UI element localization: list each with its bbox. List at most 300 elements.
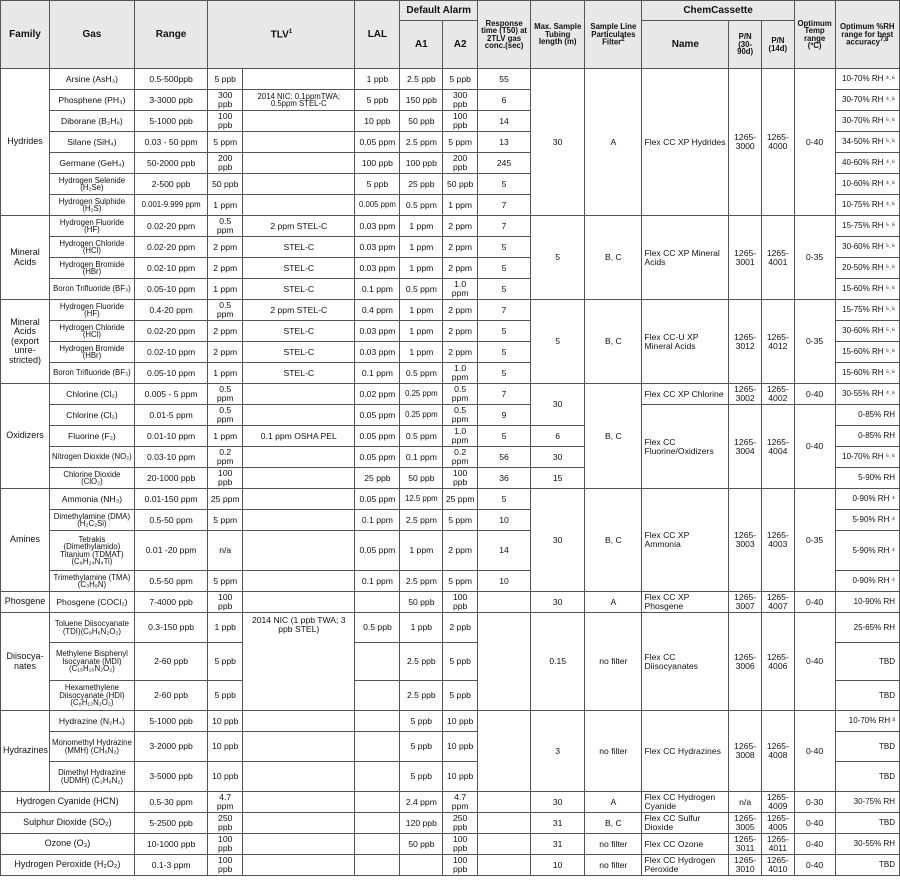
lal-cell: 0.05 ppm (355, 132, 400, 153)
tubing-cell: 30 (531, 489, 585, 592)
response-cell (478, 592, 531, 613)
range-cell: 0.5-30 ppm (134, 792, 208, 813)
response-cell: 5 (478, 363, 531, 384)
cassette-name-cell: Flex CC Diisocyanates (642, 613, 729, 711)
temp-cell: 0-35 (794, 489, 835, 592)
lal-cell: 0.05 ppm (355, 531, 400, 571)
family-cell: Sulphur Dioxide (SO₂) (1, 813, 135, 834)
rh-cell: TBD (835, 813, 899, 834)
lal-cell: 0.4 ppm (355, 300, 400, 321)
lal-cell: 5 ppb (355, 90, 400, 111)
a1-cell: 2.5 ppb (400, 643, 443, 681)
gas-cell: Boron Trifluoride (BF₃) (50, 279, 135, 300)
header-range: Range (134, 1, 208, 69)
a2-cell: 2 ppm (443, 531, 478, 571)
lal-cell: 0.1 ppm (355, 571, 400, 592)
gas-cell: Silane (SiH₄) (50, 132, 135, 153)
tlv-note-cell (243, 834, 355, 855)
rh-cell: 0-85% RH (835, 426, 899, 447)
lal-cell: 0.03 ppm (355, 258, 400, 279)
range-cell: 20-1000 ppb (134, 468, 208, 489)
lal-cell (355, 732, 400, 762)
rh-cell: 0-90% RH ⁴ (835, 489, 899, 510)
gas-cell: Chlorine (Cl₂) (50, 405, 135, 426)
rh-cell: 5-90% RH (835, 468, 899, 489)
tlv-cell: 1 ppm (208, 195, 243, 216)
tubing-cell: 5 (531, 300, 585, 384)
tlv-cell: 2 ppm (208, 321, 243, 342)
a1-cell: 1 ppm (400, 300, 443, 321)
a1-cell (400, 855, 443, 876)
temp-cell: 0-40 (794, 69, 835, 216)
range-cell: 0.02-10 ppm (134, 258, 208, 279)
table-row (1, 792, 900, 813)
filter-cell: A (585, 792, 642, 813)
rh-cell: 0-85% RH (835, 405, 899, 426)
tlv-note-cell (243, 792, 355, 813)
header-filter: Sample Line Particulates Filter$^2$ (585, 1, 642, 69)
header-gas: Gas (50, 1, 135, 69)
gas-cell: Hydrazine (N₂H₄) (50, 711, 135, 732)
a2-cell: 0.5 ppm (443, 405, 478, 426)
range-cell: 0.001-9.999 ppm (134, 195, 208, 216)
pn30-cell: 1265-3003 (729, 489, 762, 592)
tlv-note-cell: STEL-C (243, 321, 355, 342)
tlv-cell: 5 ppb (208, 681, 243, 711)
response-cell: 245 (478, 153, 531, 174)
header-family: Family (1, 1, 50, 69)
a2-cell: 2 ppm (443, 237, 478, 258)
gas-cell: Phosgene (COCl₂) (50, 592, 135, 613)
tlv-note-cell: STEL-C (243, 342, 355, 363)
rh-cell: 15-60% RH ⁵˒⁶ (835, 363, 899, 384)
gas-cell: Monomethyl Hydrazine (MMH) (CH₆N₂) (50, 732, 135, 762)
response-cell: 5 (478, 174, 531, 195)
tlv-cell: 250 ppb (208, 813, 243, 834)
range-cell: 0.01-5 ppm (134, 405, 208, 426)
temp-cell: 0-40 (794, 711, 835, 792)
cassette-name-cell: Flex CC XP Ammonia (642, 489, 729, 592)
filter-cell: no filter (585, 855, 642, 876)
tlv-cell: 100 ppb (208, 855, 243, 876)
a1-cell: 12.5 ppm (400, 489, 443, 510)
gas-cell: Tetrakis (Dimethylamido) Titanium (TDMAT) (C₈H₂₄N₄Ti) (50, 531, 135, 571)
pn14-cell: 1265-4002 (761, 384, 794, 405)
gas-cell: Hydrogen Fluoride (HF) (50, 300, 135, 321)
rh-cell: 10-90% RH (835, 592, 899, 613)
a1-cell: 150 ppb (400, 90, 443, 111)
pn14-cell: 1265-4006 (761, 613, 794, 711)
header-a1: A1 (400, 21, 443, 69)
header-tlv: TLV$^1$ (208, 1, 355, 69)
a2-cell: 2 ppm (443, 216, 478, 237)
range-cell: 10-1000 ppb (134, 834, 208, 855)
tlv-cell: 4.7 ppm (208, 792, 243, 813)
tlv-note-cell (243, 132, 355, 153)
temp-cell: 0-35 (794, 300, 835, 384)
lal-cell (355, 762, 400, 792)
pn30-cell: 1265-3002 (729, 384, 762, 405)
filter-cell: no filter (585, 711, 642, 792)
pn14-cell: 1265-4011 (761, 834, 794, 855)
family-cell: Diisocya-nates (1, 613, 50, 711)
tubing-cell: 30 (531, 592, 585, 613)
tlv-cell: 0.5 ppm (208, 216, 243, 237)
lal-cell: 100 ppb (355, 153, 400, 174)
gas-cell: Methylene Bisphenyl Isocyanate (MDI) (C₁₅H₁₀N₂O₂) (50, 643, 135, 681)
temp-cell: 0-40 (794, 613, 835, 711)
pn14-cell: 1265-4009 (761, 792, 794, 813)
filter-cell: B, C (585, 300, 642, 384)
response-cell: 55 (478, 69, 531, 90)
pn30-cell: 1265-3001 (729, 216, 762, 300)
tlv-cell: 0.5 ppm (208, 384, 243, 405)
rh-cell: 10-70% RH ⁴˒⁶ (835, 69, 899, 90)
lal-cell: 0.05 ppm (355, 489, 400, 510)
tlv-note-cell (243, 153, 355, 174)
table-row (1, 711, 900, 732)
a1-cell: 1 ppm (400, 258, 443, 279)
rh-cell: 10-70% RH ³ (835, 711, 899, 732)
lal-cell: 0.1 ppm (355, 510, 400, 531)
gas-cell: Hydrogen Bromide (HBr) (50, 258, 135, 279)
pn30-cell: 1265-3004 (729, 405, 762, 489)
cassette-name-cell: Flex CC Fluorine/Oxidizers (642, 405, 729, 489)
pn14-cell: 1265-4005 (761, 813, 794, 834)
cassette-name-cell: Flex CC Hydrogen Cyanide (642, 792, 729, 813)
tlv-note-cell (243, 468, 355, 489)
range-cell: 0.01 -20 ppm (134, 531, 208, 571)
pn30-cell: 1265-3012 (729, 300, 762, 384)
range-cell: 2-60 ppb (134, 643, 208, 681)
lal-cell (355, 834, 400, 855)
response-cell (478, 792, 531, 813)
lal-cell: 0.005 ppm (355, 195, 400, 216)
lal-cell (355, 855, 400, 876)
range-cell: 0.02-10 ppm (134, 342, 208, 363)
range-cell: 0.1-3 ppm (134, 855, 208, 876)
response-cell: 36 (478, 468, 531, 489)
rh-cell: 30-60% RH ⁵˒⁶ (835, 237, 899, 258)
a2-cell: 5 ppm (443, 571, 478, 592)
tlv-cell: 10 ppb (208, 762, 243, 792)
range-cell: 0.5-500ppb (134, 69, 208, 90)
range-cell: 3-3000 ppb (134, 90, 208, 111)
a2-cell: 5 ppm (443, 510, 478, 531)
a1-cell: 2.5 ppm (400, 510, 443, 531)
lal-cell: 5 ppb (355, 174, 400, 195)
filter-cell: no filter (585, 613, 642, 711)
response-cell: 5 (478, 258, 531, 279)
a2-cell: 5 ppb (443, 69, 478, 90)
a2-cell: 2 ppb (443, 613, 478, 643)
a2-cell: 100 ppb (443, 592, 478, 613)
gas-cell: Hydrogen Chloride (HCl) (50, 237, 135, 258)
pn30-cell: 1265-3000 (729, 69, 762, 216)
table-row (1, 613, 900, 643)
a1-cell: 0.25 ppm (400, 405, 443, 426)
cassette-name-cell: Flex CC Hydrogen Peroxide (642, 855, 729, 876)
family-cell: Phosgene (1, 592, 50, 613)
tlv-note-cell (243, 510, 355, 531)
temp-cell: 0-30 (794, 792, 835, 813)
rh-cell: 0-90% RH ⁴ (835, 571, 899, 592)
a1-cell: 25 ppb (400, 174, 443, 195)
temp-cell: 0-40 (794, 405, 835, 489)
pn30-cell: 1265-3005 (729, 813, 762, 834)
filter-cell: A (585, 592, 642, 613)
a2-cell: 250 ppb (443, 813, 478, 834)
a1-cell: 2.5 ppm (400, 571, 443, 592)
rh-cell: 5-90% RH ⁴ (835, 510, 899, 531)
lal-cell: 0.1 ppm (355, 279, 400, 300)
pn30-cell: n/a (729, 792, 762, 813)
tlv-note-cell (243, 489, 355, 510)
a1-cell: 1 ppm (400, 237, 443, 258)
a1-cell: 1 ppb (400, 613, 443, 643)
range-cell: 0.02-20 ppm (134, 321, 208, 342)
rh-cell: TBD (835, 762, 899, 792)
response-cell: 56 (478, 447, 531, 468)
lal-cell: 0.05 ppm (355, 405, 400, 426)
rh-cell: 15-60% RH ⁵˒⁶ (835, 342, 899, 363)
rh-cell: 30-55% RH (835, 834, 899, 855)
tubing-cell: 6 (531, 426, 585, 447)
pn14-cell: 1265-4007 (761, 592, 794, 613)
tlv-cell: 50 ppb (208, 174, 243, 195)
header-pn-14d: P/N (14d) (761, 21, 794, 69)
tlv-cell: 1 ppm (208, 363, 243, 384)
tlv-note-cell (243, 195, 355, 216)
response-cell (478, 711, 531, 792)
a2-cell: 1.0 ppm (443, 363, 478, 384)
a2-cell: 2 ppm (443, 300, 478, 321)
tlv-cell: 0.5 ppm (208, 405, 243, 426)
rh-cell: 40-60% RH ⁴˒⁶ (835, 153, 899, 174)
cassette-name-cell: Flex CC XP Chlorine (642, 384, 729, 405)
response-cell: 9 (478, 405, 531, 426)
a1-cell: 5 ppb (400, 732, 443, 762)
table-row (1, 384, 900, 405)
tlv-cell: 300 ppb (208, 90, 243, 111)
a1-cell: 1 ppm (400, 531, 443, 571)
lal-cell: 10 ppb (355, 111, 400, 132)
a1-cell: 50 ppb (400, 468, 443, 489)
a2-cell: 100 ppb (443, 111, 478, 132)
filter-cell: B, C (585, 813, 642, 834)
response-cell: 5 (478, 342, 531, 363)
lal-cell: 25 ppb (355, 468, 400, 489)
tlv-note-cell (243, 384, 355, 405)
a1-cell: 0.5 ppm (400, 426, 443, 447)
header-default-alarm: Default Alarm (400, 1, 478, 21)
tlv-note-cell: STEL-C (243, 279, 355, 300)
response-cell: 5 (478, 321, 531, 342)
table-row (1, 69, 900, 90)
response-cell (478, 834, 531, 855)
tubing-cell: 30 (531, 384, 585, 426)
pn14-cell: 1265-4000 (761, 69, 794, 216)
cassette-name-cell: Flex CC XP Phosgene (642, 592, 729, 613)
tlv-note-cell: 0.1 ppm OSHA PEL (243, 426, 355, 447)
a2-cell: 0.2 ppm (443, 447, 478, 468)
tlv-cell: 1 ppm (208, 279, 243, 300)
tubing-cell: 30 (531, 69, 585, 216)
tlv-note-cell: STEL-C (243, 363, 355, 384)
pn14-cell: 1265-4008 (761, 711, 794, 792)
gas-cell: Ammonia (NH₃) (50, 489, 135, 510)
filter-cell: B, C (585, 216, 642, 300)
family-cell: Hydrogen Peroxide (H₂O₂) (1, 855, 135, 876)
gas-cell: Hydrogen Selenide (H₂Se) (50, 174, 135, 195)
a1-cell: 120 ppb (400, 813, 443, 834)
a1-cell: 5 ppb (400, 711, 443, 732)
tubing-cell: 31 (531, 834, 585, 855)
range-cell: 0.03-10 ppm (134, 447, 208, 468)
family-cell: Hydrazines (1, 711, 50, 792)
a2-cell: 2 ppm (443, 321, 478, 342)
a2-cell: 1.0 ppm (443, 279, 478, 300)
tlv-cell: 100 ppb (208, 468, 243, 489)
a2-cell: 5 ppb (443, 643, 478, 681)
tlv-cell: 5 ppb (208, 643, 243, 681)
rh-cell: 15-60% RH ⁵˒⁶ (835, 279, 899, 300)
rh-cell: 30-75% RH (835, 792, 899, 813)
filter-cell: B, C (585, 489, 642, 592)
tubing-cell: 30 (531, 447, 585, 468)
tlv-cell: 100 ppb (208, 592, 243, 613)
pn30-cell: 1265-3008 (729, 711, 762, 792)
tlv-note-cell: 2 ppm STEL-C (243, 300, 355, 321)
gas-cell: Toluene Diisocyanate (TDI)(C₉H₆N₂O₂) (50, 613, 135, 643)
response-cell: 13 (478, 132, 531, 153)
tlv-note-cell: 2 ppm STEL-C (243, 216, 355, 237)
a2-cell: 0.5 ppm (443, 384, 478, 405)
a1-cell: 2.5 ppb (400, 69, 443, 90)
a1-cell: 0.1 ppm (400, 447, 443, 468)
lal-cell: 0.03 ppm (355, 342, 400, 363)
response-cell: 5 (478, 489, 531, 510)
range-cell: 2-60 ppb (134, 681, 208, 711)
family-cell: Ozone (O₃) (1, 834, 135, 855)
lal-cell: 0.03 ppm (355, 237, 400, 258)
tlv-cell: 0.5 ppm (208, 300, 243, 321)
header-cassette-name: Name (642, 21, 729, 69)
response-cell: 7 (478, 216, 531, 237)
range-cell: 3-5000 ppb (134, 762, 208, 792)
a1-cell: 2.5 ppm (400, 132, 443, 153)
a2-cell: 1 ppm (443, 195, 478, 216)
a2-cell: 10 ppb (443, 711, 478, 732)
filter-cell: no filter (585, 834, 642, 855)
a1-cell: 0.5 ppm (400, 279, 443, 300)
response-cell: 7 (478, 195, 531, 216)
pn14-cell: 1265-4004 (761, 405, 794, 489)
lal-cell (355, 792, 400, 813)
a1-cell: 100 ppb (400, 153, 443, 174)
gas-cell: Arsine (AsH₃) (50, 69, 135, 90)
table-row (1, 855, 900, 876)
tlv-cell: 200 ppb (208, 153, 243, 174)
rh-cell: 5-90% RH ⁴ (835, 531, 899, 571)
range-cell: 0.03 - 50 ppm (134, 132, 208, 153)
lal-cell: 0.03 ppm (355, 216, 400, 237)
tlv-note-cell: STEL-C (243, 237, 355, 258)
family-cell: Mineral Acids (1, 216, 50, 300)
a2-cell: 100 ppb (443, 855, 478, 876)
response-cell: 5 (478, 426, 531, 447)
response-cell (478, 613, 531, 711)
response-cell: 7 (478, 300, 531, 321)
cassette-name-cell: Flex CC Ozone (642, 834, 729, 855)
tubing-cell: 5 (531, 216, 585, 300)
gas-cell: Hydrogen Sulphide (H₂S) (50, 195, 135, 216)
tlv-cell: 25 ppm (208, 489, 243, 510)
lal-cell (355, 643, 400, 681)
tlv-cell: 5 ppm (208, 571, 243, 592)
tlv-note-cell: 2014 NIC: 0.1ppmTWA; 0.5ppm STEL-C (243, 90, 355, 111)
rh-cell: 20-50% RH ⁵˒⁶ (835, 258, 899, 279)
table-row (1, 216, 900, 237)
cassette-name-cell: Flex CC Sulfur Dioxide (642, 813, 729, 834)
header-chemcassette: ChemCassette (642, 1, 794, 21)
gas-cell: Hydrogen Fluoride (HF) (50, 216, 135, 237)
temp-cell: 0-40 (794, 384, 835, 405)
tlv-cell: 2 ppm (208, 258, 243, 279)
filter-cell: A (585, 69, 642, 216)
lal-cell: 0.03 ppm (355, 321, 400, 342)
family-cell: Hydrides (1, 69, 50, 216)
pn14-cell: 1265-4001 (761, 216, 794, 300)
response-cell: 14 (478, 531, 531, 571)
rh-cell: TBD (835, 643, 899, 681)
lal-cell: 1 ppb (355, 69, 400, 90)
range-cell: 0.02-20 ppm (134, 237, 208, 258)
rh-cell: 15-75% RH ⁵˒⁶ (835, 216, 899, 237)
temp-cell: 0-35 (794, 216, 835, 300)
rh-cell: TBD (835, 855, 899, 876)
lal-cell: 0.1 ppm (355, 363, 400, 384)
response-cell: 14 (478, 111, 531, 132)
table-row (1, 592, 900, 613)
tlv-note-cell (243, 111, 355, 132)
temp-cell: 0-40 (794, 855, 835, 876)
gas-cell: Hexamethylene Diisocyanate (HDI)(C₈H₁₂N₂O₂) (50, 681, 135, 711)
tubing-cell: 15 (531, 468, 585, 489)
header-rh-range: Optimum %RH range for best accuracy$^{7,8}$ (835, 1, 899, 69)
lal-cell: 0.05 ppm (355, 426, 400, 447)
rh-cell: 15-75% RH ⁵˒⁶ (835, 300, 899, 321)
a2-cell: 2 ppm (443, 258, 478, 279)
a2-cell: 2 ppm (443, 342, 478, 363)
rh-cell: 10-70% RH ⁵˒⁶ (835, 447, 899, 468)
lal-cell (355, 813, 400, 834)
pn14-cell: 1265-4012 (761, 300, 794, 384)
gas-cell: Hydrogen Chloride (HCl) (50, 321, 135, 342)
range-cell: 7-4000 ppb (134, 592, 208, 613)
lal-cell: 0.05 ppm (355, 447, 400, 468)
a1-cell: 2.5 ppb (400, 681, 443, 711)
tlv-cell: 1 ppm (208, 426, 243, 447)
a2-cell: 100 ppb (443, 834, 478, 855)
a1-cell: 2.4 ppm (400, 792, 443, 813)
tlv-note-cell (243, 592, 355, 613)
family-cell: Hydrogen Cyanide (HCN) (1, 792, 135, 813)
a2-cell: 5 ppm (443, 132, 478, 153)
family-cell: Oxidizers (1, 384, 50, 489)
range-cell: 2-500 ppb (134, 174, 208, 195)
rh-cell: 10-60% RH ⁴˒⁶ (835, 174, 899, 195)
